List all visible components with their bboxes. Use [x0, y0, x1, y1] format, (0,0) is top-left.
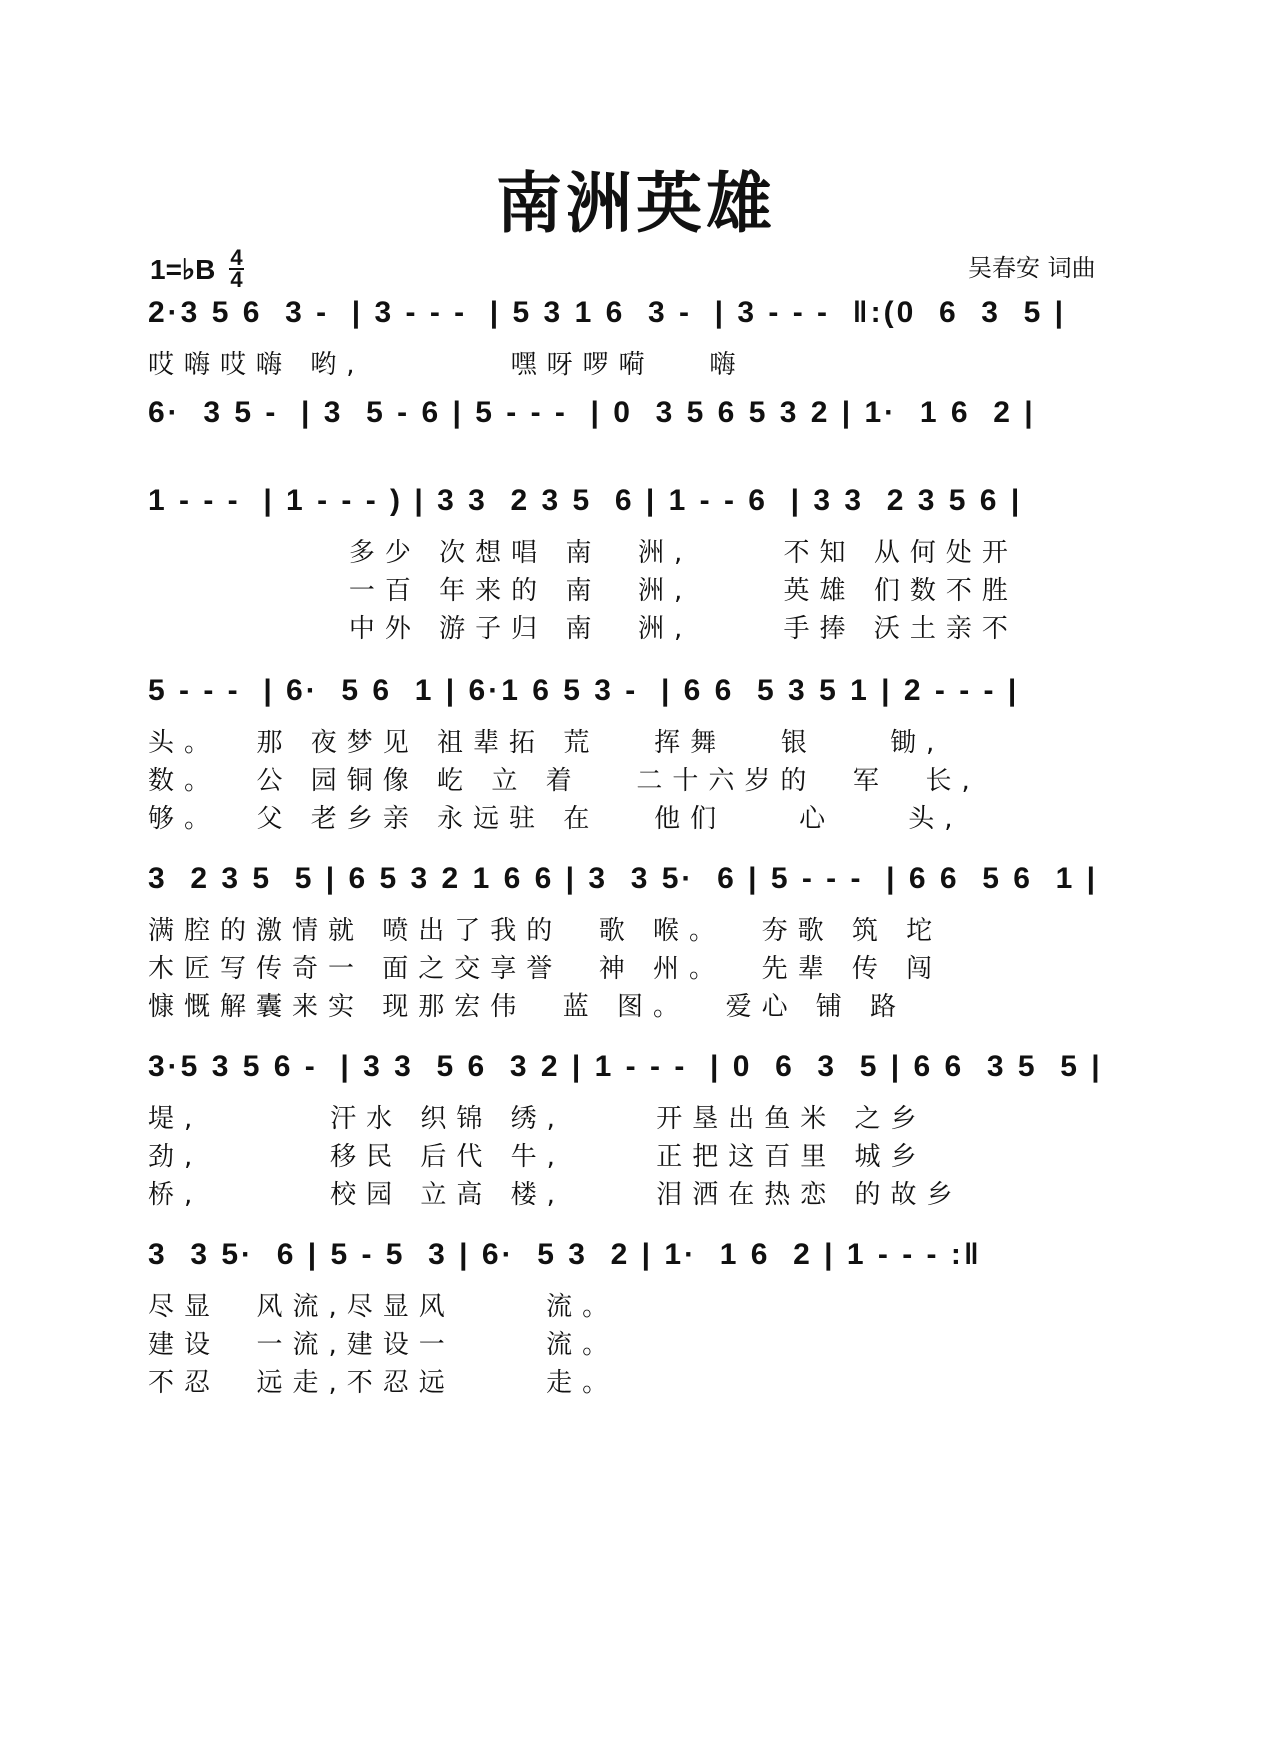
notes-text: 3·5 3 5 6 - | 3 3 5 6 3 2 | 1 - - - | 0 6 3 5 | 6 6 3 5 5 | — [148, 1050, 1103, 1083]
notes-line — [148, 856, 1128, 912]
lyric-line: 堤, 汗水 织锦 绣, 开垦出鱼米 之乡 — [148, 1104, 927, 1134]
time-signature — [229, 245, 243, 292]
notes-text: 2·3 5 6 3 - | 3 - - - | 5 3 1 6 3 - | 3 - - - ‖:(0 6 3 5 | — [148, 296, 1067, 329]
score-system-1 — [148, 290, 1128, 384]
lyric-line: 尽显 风流,尽显风 流。 — [148, 1292, 619, 1322]
notes-text: 3 3 5· 6 | 5 - 5 3 | 6· 5 3 2 | 1· 1 6 2 | 1 - - - :‖ — [148, 1238, 982, 1271]
key-label: 1=♭B — [150, 253, 216, 285]
notes-text: 1 - - - | 1 - - - ) | 3 3 2 3 5 6 | 1 - - 6 | 3 3 2 3 5 6 | — [148, 484, 1023, 517]
key-signature — [150, 245, 244, 292]
lyric-line: 建设 一流,建设一 流。 — [148, 1330, 619, 1360]
notes-text: 6· 3 5 - | 3 5 - 6 | 5 - - - | 0 3 5 6 5 3 2 | 1· 1 6 2 | — [148, 396, 1036, 429]
lyric-line: 够。 父 老乡亲 永远驻 在 他们 心 头, — [148, 804, 963, 834]
score-system-5 — [148, 856, 1128, 1026]
notes-line — [148, 668, 1128, 724]
score-system-4 — [148, 668, 1128, 838]
time-bottom: 4 — [230, 267, 243, 292]
composer-credit: 吴春安 词曲 — [968, 254, 1096, 282]
lyric-line: 劲, 移民 后代 牛, 正把这百里 城乡 — [148, 1142, 927, 1172]
score-system-6 — [148, 1044, 1128, 1214]
notes-line — [148, 290, 1128, 346]
lyric-line: 桥, 校园 立高 楼, 泪洒在热恋 的故乡 — [148, 1180, 963, 1210]
lyric-line: 哎嗨哎嗨 哟, 嘿呀啰嗬 嗨 — [148, 350, 746, 380]
lyric-line: 木匠写传奇一 面之交享誉 神 州。 先辈 传 闯 — [148, 954, 943, 984]
lyric-line: 数。 公 园铜像 屹 立 着 二十六岁的 军 长, — [148, 766, 980, 796]
lyric-line: 不忍 远走,不忍远 走。 — [148, 1368, 619, 1398]
lyric-line: 一百 年来的 南 洲, 英雄 们数不胜 — [148, 576, 1018, 606]
notes-text: 3 2 3 5 5 | 6 5 3 2 1 6 6 | 3 3 5· 6 | 5 - - - | 6 6 5 6 1 | — [148, 862, 1099, 895]
notes-text: 5 - - - | 6· 5 6 1 | 6·1 6 5 3 - | 6 6 5 3 5 1 | 2 - - - | — [148, 674, 1020, 707]
score-system-3 — [148, 478, 1128, 648]
time-top: 4 — [230, 245, 243, 270]
lyric-line: 中外 游子归 南 洲, 手捧 沃土亲不 — [148, 614, 1018, 644]
score-system-7 — [148, 1232, 1128, 1402]
lyric-line: 头。 那 夜梦见 祖辈拓 荒 挥舞 银 锄, — [148, 728, 945, 758]
notes-line — [148, 1044, 1128, 1100]
score-system-2 — [148, 390, 1128, 446]
notes-line — [148, 390, 1128, 446]
notes-line — [148, 1232, 1128, 1288]
notes-line — [148, 478, 1128, 534]
lyric-line: 满腔的激情就 喷出了我的 歌 喉。 夯歌 筑 坨 — [148, 916, 943, 946]
lyric-line: 慷慨解囊来实 现那宏伟 蓝 图。 爱心 铺 路 — [148, 992, 907, 1022]
song-title: 南洲英雄 — [496, 165, 776, 242]
lyric-line: 多少 次想唱 南 洲, 不知 从何处开 — [148, 538, 1018, 568]
